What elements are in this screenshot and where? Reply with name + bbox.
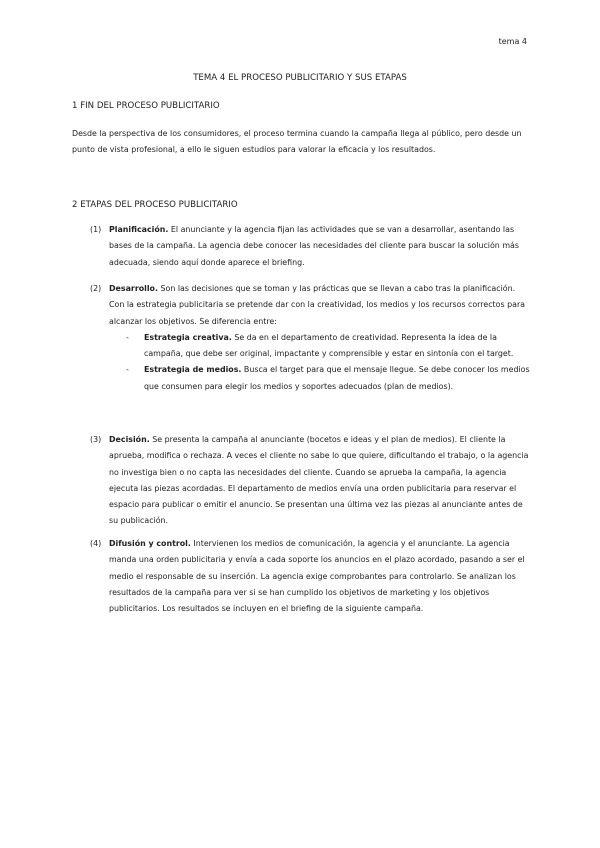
substage-item-estrategia-medios bbox=[126, 362, 530, 395]
substage-item-estrategia-creativa bbox=[126, 330, 530, 363]
substage-title: Estrategia creativa. bbox=[144, 332, 232, 342]
stage-body bbox=[109, 432, 530, 530]
stage-number: (4) bbox=[90, 539, 102, 548]
section-1-heading: 1 FIN DEL PROCESO PUBLICITARIO bbox=[72, 101, 220, 111]
document-title: TEMA 4 EL PROCESO PUBLICITARIO Y SUS ETAPAS bbox=[193, 73, 407, 83]
substage-text: Busca el target para que el mensaje llegue. Se debe conocer los medios que consumen para elegir los medios y soportes adecuados (plan de medios). bbox=[144, 365, 530, 391]
stage-item-planificacion bbox=[90, 222, 530, 271]
stage-number: (1) bbox=[90, 225, 102, 234]
stage-text: Intervienen los medios de comunicación, la agencia y el anunciante. La agencia manda una orden publicitaria y envía a cada soporte los anuncios en el plazo acordado, pasando a ser el medio el responsable de su inserción. La agencia exige comprobantes para controlarlo. Se analizan los resultados de la campaña para ver si se han cumplido los objetivos de marketing y los objetivos publicitarios. Los resultados se incluyen en el briefing de la siguiente campaña. bbox=[109, 539, 525, 614]
stage-body bbox=[109, 281, 530, 330]
stage-title: Difusión y control. bbox=[109, 539, 191, 548]
stage-title: Decisión. bbox=[109, 435, 150, 444]
stage-item-desarrollo bbox=[90, 281, 530, 395]
substage-title: Estrategia de medios. bbox=[144, 365, 242, 375]
stage-text: Se presenta la campaña al anunciante (bocetos e ideas y el plan de medios). El cliente la aprueba, modifica o rechaza. A veces el cliente no sabe lo que quiere, dificultando el trabajo, o la agencia no investiga bien o no capta las necesidades del cliente. Cuando se aprueba la campaña, la agencia ejecuta las piezas acordadas. El departamento de medios envía una orden publicitaria para reservar el espacio para publicar o emitir el anuncio. Se presentan una última vez las piezas al anunciante antes de su publicación. bbox=[109, 435, 529, 526]
stage-title: Desarrollo. bbox=[109, 284, 158, 293]
section-2-heading: 2 ETAPAS DEL PROCESO PUBLICITARIO bbox=[72, 200, 238, 210]
stage-text: Son las decisiones que se toman y las prácticas que se llevan a cabo tras la planificación. Con la estrategia publicitaria se pretende dar con la creatividad, los medios y los recursos correctos para alcanzar los objetivos. Se diferencia entre: bbox=[109, 284, 526, 326]
stage-item-decision bbox=[90, 432, 530, 530]
stage-text: El anunciante y la agencia fijan las actividades que se van a desarrollar, asentando las bases de la campaña. La agencia debe conocer las necesidades del cliente para buscar la solución más adecuada, siendo aquí donde aparece el briefing. bbox=[109, 225, 519, 267]
stage-number: (3) bbox=[90, 435, 102, 444]
stage-number: (2) bbox=[90, 284, 102, 293]
page-header-tag: tema 4 bbox=[498, 37, 527, 46]
substage-text: Se da en el departamento de creatividad. Representa la idea de la campaña, que debe ser original, impactante y comprensible y estar en sintonía con el target. bbox=[144, 332, 514, 359]
section-1-paragraph: Desde la perspectiva de los consumidores, el proceso termina cuando la campaña llega al público, pero desde un punto de vista profesional, a ello le siguen estudios para valorar la eficacia y los resultados. bbox=[72, 129, 522, 155]
stage-body bbox=[109, 536, 530, 617]
stage-item-difusion-control bbox=[90, 536, 530, 617]
stage-title: Planificación. bbox=[109, 225, 169, 234]
list-dash: - bbox=[126, 365, 129, 375]
list-dash: - bbox=[126, 332, 129, 342]
stage-body bbox=[109, 222, 530, 271]
